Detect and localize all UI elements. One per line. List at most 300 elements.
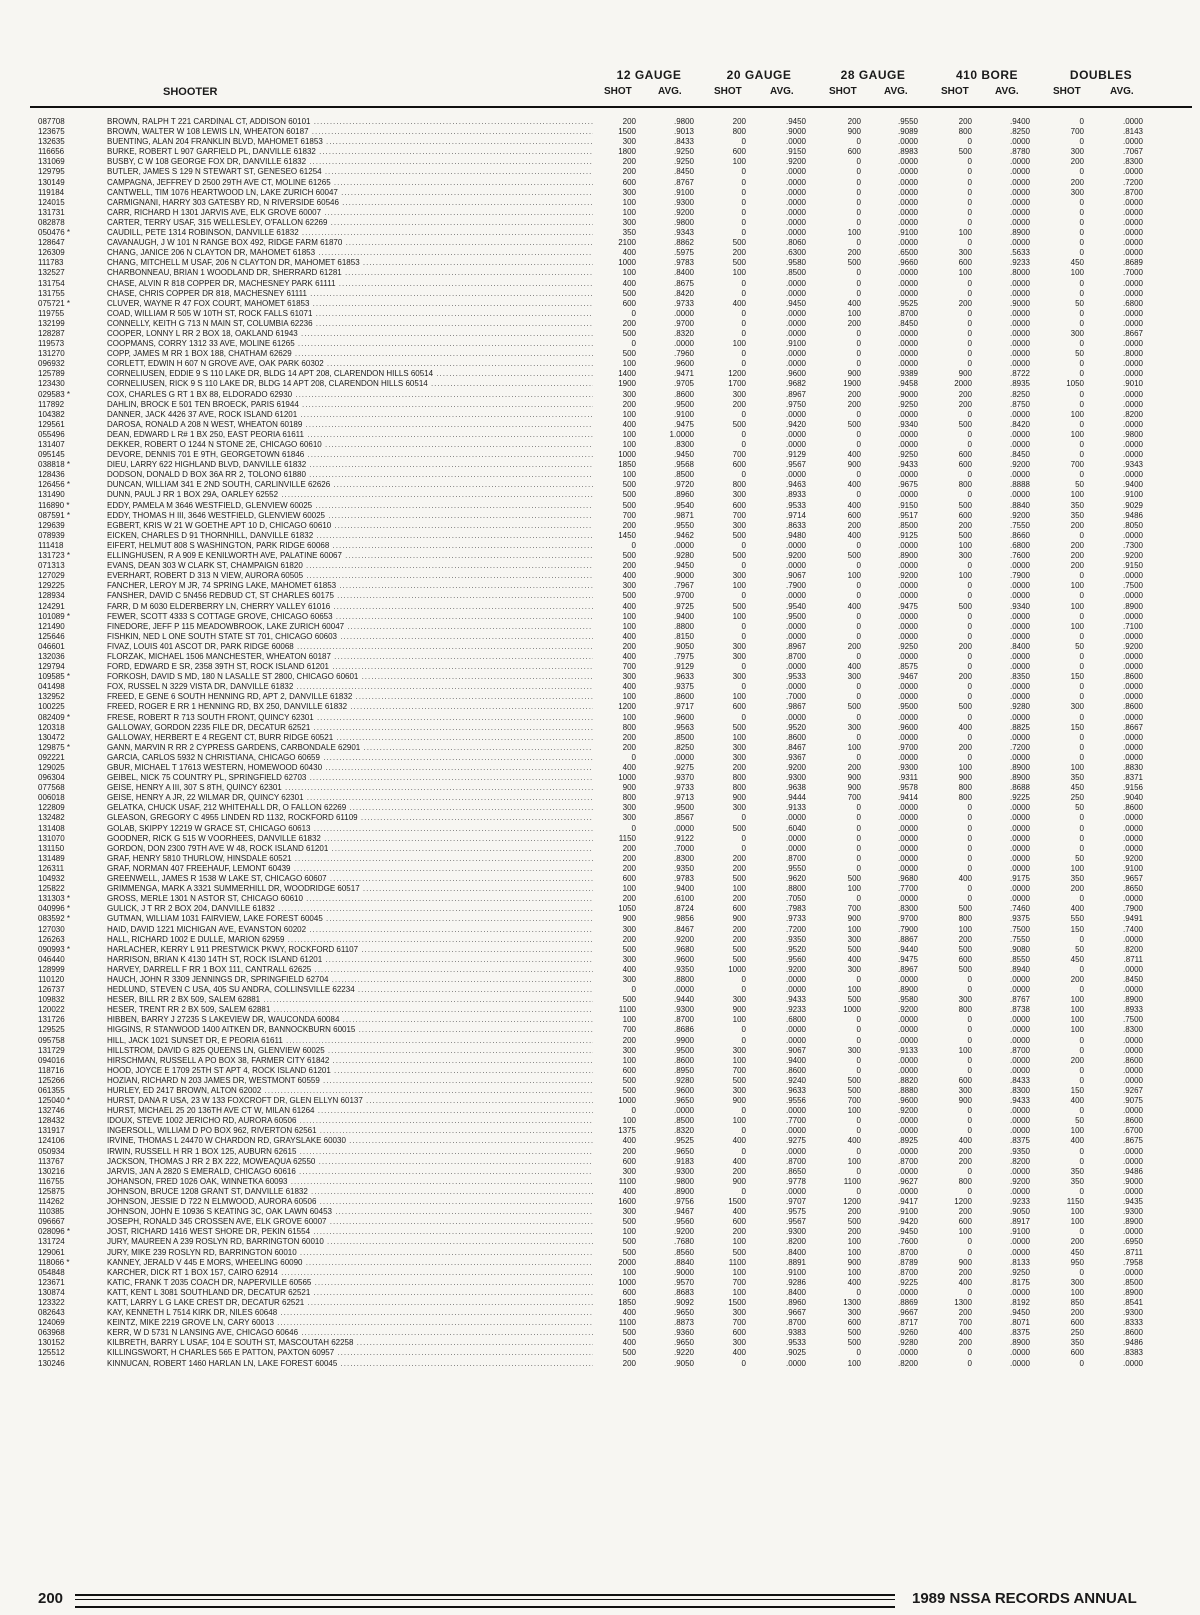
average: .9417 xyxy=(897,1197,918,1207)
shot-count: 0 xyxy=(1079,651,1084,661)
shot-count: 200 xyxy=(847,399,861,409)
shot-count: 0 xyxy=(741,217,746,227)
shot-count: 700 xyxy=(622,510,636,520)
shooter-name-address: CARTER, TERRY USAF, 315 WELLESLEY, O'FALLON 62269 ..... xyxy=(107,218,593,228)
average: .7900 xyxy=(785,581,806,591)
average: .0000 xyxy=(1009,1348,1030,1358)
shooter-name-address: HARRISON, BRIAN K 4130 14TH ST, ROCK ISLAND 61201 ..... xyxy=(107,955,593,965)
header-avg: AVG. xyxy=(770,86,794,97)
average: .9067 xyxy=(785,1045,806,1055)
shot-count: 0 xyxy=(1079,1227,1084,1237)
average: .9000 xyxy=(1122,1176,1143,1186)
table-row xyxy=(0,420,1200,430)
shot-count: 850 xyxy=(1070,1297,1084,1307)
average: .8800 xyxy=(673,974,694,984)
average: .9300 xyxy=(785,773,806,783)
member-id: 061355 xyxy=(38,1086,65,1095)
shot-count: 0 xyxy=(741,318,746,328)
average: .0000 xyxy=(785,217,806,227)
average: .9800 xyxy=(1122,429,1143,439)
average: .0000 xyxy=(785,833,806,843)
average: .0000 xyxy=(897,429,918,439)
shot-count: 500 xyxy=(958,419,972,429)
member-id: 038818 * xyxy=(38,460,71,470)
average: .0000 xyxy=(785,985,806,995)
average: .9650 xyxy=(673,1308,694,1318)
average: .9556 xyxy=(785,1096,806,1106)
shot-count: 0 xyxy=(856,1348,861,1358)
shot-count: 100 xyxy=(958,571,972,581)
table-row xyxy=(0,1207,1200,1217)
average: .8500 xyxy=(897,520,918,530)
table-row xyxy=(0,854,1200,864)
member-id: 132952 xyxy=(38,692,65,702)
average: .9733 xyxy=(785,914,806,924)
average: .0000 xyxy=(897,1065,918,1075)
shot-count: 1200 xyxy=(843,1197,861,1207)
shot-count: 0 xyxy=(967,409,972,419)
shot-count: 350 xyxy=(1070,1176,1084,1186)
shot-count: 500 xyxy=(622,288,636,298)
shot-count: 0 xyxy=(1079,1186,1084,1196)
average: .9250 xyxy=(897,399,918,409)
shot-count: 100 xyxy=(1070,490,1084,500)
average: .8900 xyxy=(1122,995,1143,1005)
shot-count: 300 xyxy=(958,248,972,258)
member-id: 096304 xyxy=(38,773,65,783)
shot-count: 300 xyxy=(732,490,746,500)
average: .9133 xyxy=(785,803,806,813)
shot-count: 0 xyxy=(967,429,972,439)
member-id: 131726 xyxy=(38,1015,65,1025)
shot-count: 0 xyxy=(1079,964,1084,974)
shooter-name-address: FISHKIN, NED L ONE SOUTH STATE ST 701, CHICAGO 60603 ..... xyxy=(107,632,593,642)
shooter-name-address: CAMPAGNA, JEFFREY D 2500 29TH AVE CT, MOLINE 61265 ..... xyxy=(107,178,593,188)
table-row xyxy=(0,1147,1200,1157)
header-avg: AVG. xyxy=(995,86,1019,97)
shot-count: 1500 xyxy=(728,1297,746,1307)
shot-count: 400 xyxy=(622,631,636,641)
header-28-gauge: 28 GAUGE xyxy=(840,68,906,82)
average: .9200 xyxy=(673,1227,694,1237)
average: .9370 xyxy=(673,773,694,783)
shot-count: 1850 xyxy=(618,460,636,470)
shot-count: 0 xyxy=(856,1186,861,1196)
average: .8933 xyxy=(1122,1005,1143,1015)
shot-count: 1200 xyxy=(954,1197,972,1207)
shot-count: 500 xyxy=(732,238,746,248)
average: .8333 xyxy=(1122,1318,1143,1328)
shot-count: 500 xyxy=(847,419,861,429)
table-row xyxy=(0,1197,1200,1207)
shot-count: 350 xyxy=(1070,874,1084,884)
average: .0000 xyxy=(1009,1106,1030,1116)
member-id: 104382 xyxy=(38,409,65,419)
shot-count: 0 xyxy=(967,1025,972,1035)
shot-count: 0 xyxy=(1079,732,1084,742)
shot-count: 100 xyxy=(1070,1126,1084,1136)
average: .9375 xyxy=(673,682,694,692)
shot-count: 600 xyxy=(958,1075,972,1085)
average: .7000 xyxy=(1122,268,1143,278)
average: .9667 xyxy=(785,1308,806,1318)
average: .9491 xyxy=(1122,914,1143,924)
average: .9800 xyxy=(673,1176,694,1186)
average: .0000 xyxy=(1009,974,1030,984)
average: .9486 xyxy=(1122,510,1143,520)
shot-count: 100 xyxy=(1070,409,1084,419)
shot-count: 350 xyxy=(1070,500,1084,510)
member-id: 125875 xyxy=(38,1186,65,1196)
page-number: 200 xyxy=(38,1590,64,1607)
average: .0000 xyxy=(1122,369,1143,379)
average: .9300 xyxy=(673,1005,694,1015)
shot-count: 600 xyxy=(622,1287,636,1297)
shot-count: 1300 xyxy=(954,1297,972,1307)
table-row xyxy=(0,1217,1200,1227)
shooter-name-address: JURY, MAUREEN A 239 ROSLYN RD, BARRINGTON 60010 ..... xyxy=(107,1237,593,1247)
shot-count: 0 xyxy=(856,611,861,621)
average: .0000 xyxy=(1009,843,1030,853)
average: .9713 xyxy=(673,793,694,803)
shot-count: 100 xyxy=(1070,1287,1084,1297)
shot-count: 0 xyxy=(1079,359,1084,369)
average: .0000 xyxy=(897,581,918,591)
shot-count: 100 xyxy=(1070,1217,1084,1227)
shot-count: 0 xyxy=(1079,1106,1084,1116)
shooter-name-address: ELLINGHUSEN, R A 909 E KENILWORTH AVE, PALATINE 60067 ..... xyxy=(107,551,593,561)
shot-count: 1900 xyxy=(618,379,636,389)
shot-count: 0 xyxy=(967,894,972,904)
shot-count: 0 xyxy=(856,894,861,904)
shot-count: 200 xyxy=(732,924,746,934)
shot-count: 0 xyxy=(856,823,861,833)
shot-count: 300 xyxy=(732,651,746,661)
shot-count: 300 xyxy=(622,954,636,964)
member-id: 118716 xyxy=(38,1065,65,1075)
shot-count: 500 xyxy=(732,944,746,954)
shot-count: 1100 xyxy=(618,1176,636,1186)
average: .9480 xyxy=(785,530,806,540)
member-id: 131490 xyxy=(38,490,65,500)
average: .9156 xyxy=(1122,783,1143,793)
average: .8300 xyxy=(1122,157,1143,167)
member-id: 124069 xyxy=(38,1318,65,1328)
shooter-name-address: HILL, JACK 1021 SUNSET DR, E PEORIA 61611 ..... xyxy=(107,1036,593,1046)
shot-count: 100 xyxy=(622,268,636,278)
average: .0000 xyxy=(1009,894,1030,904)
average: .9871 xyxy=(673,510,694,520)
average: .7067 xyxy=(1122,147,1143,157)
shot-count: 800 xyxy=(958,793,972,803)
average: .0000 xyxy=(897,682,918,692)
average: .0000 xyxy=(785,974,806,984)
shot-count: 200 xyxy=(732,853,746,863)
average: .9435 xyxy=(1122,1197,1143,1207)
average: .8600 xyxy=(673,692,694,702)
average: .0000 xyxy=(897,1015,918,1025)
shooter-name-address: EIFERT, HELMUT 808 S WASHINGTON, PARK RIDGE 60068 ..... xyxy=(107,541,593,551)
shot-count: 100 xyxy=(622,611,636,621)
average: .9075 xyxy=(1122,1096,1143,1106)
table-row xyxy=(0,713,1200,723)
shot-count: 200 xyxy=(622,894,636,904)
average: .0000 xyxy=(897,621,918,631)
shot-count: 300 xyxy=(732,520,746,530)
shot-count: 1375 xyxy=(618,1126,636,1136)
table-row xyxy=(0,602,1200,612)
member-id: 131069 xyxy=(38,157,65,167)
member-id: 131917 xyxy=(38,1126,65,1136)
average: .0000 xyxy=(1122,288,1143,298)
shot-count: 900 xyxy=(847,783,861,793)
average: .9578 xyxy=(897,783,918,793)
shot-count: 0 xyxy=(1079,1075,1084,1085)
shot-count: 800 xyxy=(958,1005,972,1015)
shot-count: 0 xyxy=(856,490,861,500)
shot-count: 200 xyxy=(847,763,861,772)
shot-count: 0 xyxy=(967,863,972,873)
average: .0000 xyxy=(1122,440,1143,449)
shot-count: 0 xyxy=(856,278,861,288)
shot-count: 200 xyxy=(958,520,972,530)
shot-count: 0 xyxy=(856,1116,861,1126)
shooter-name-address: KARCHER, DICK RT 1 BOX 157, CAIRO 62914 ..... xyxy=(107,1268,593,1278)
average: .9200 xyxy=(785,964,806,974)
shot-count: 1100 xyxy=(618,1005,636,1015)
average: .9560 xyxy=(785,954,806,964)
average: .7960 xyxy=(673,349,694,359)
average: .0000 xyxy=(1122,1186,1143,1196)
shot-count: 0 xyxy=(1079,934,1084,944)
average: .9250 xyxy=(1009,1267,1030,1277)
shot-count: 200 xyxy=(622,843,636,853)
table-row xyxy=(0,632,1200,642)
average: .9389 xyxy=(897,369,918,379)
shot-count: 0 xyxy=(1079,450,1084,460)
shot-count: 700 xyxy=(732,1277,746,1287)
average: .0000 xyxy=(897,157,918,167)
shooter-name-address: CHASE, CHRIS COPPER DR 818, MACHESNEY 61111 ..... xyxy=(107,289,593,299)
average: .0000 xyxy=(1122,934,1143,944)
shot-count: 100 xyxy=(847,924,861,934)
average: .8888 xyxy=(1009,480,1030,490)
average: .9240 xyxy=(785,1075,806,1085)
table-row xyxy=(0,753,1200,763)
average: .9600 xyxy=(785,369,806,379)
shooter-name-address: CONNELLY, KEITH G 713 N MAIN ST, COLUMBIA 62236 ..... xyxy=(107,319,593,329)
shot-count: 50 xyxy=(1075,480,1084,490)
average: .0000 xyxy=(1122,631,1143,641)
shooter-name-address: HARVEY, DARRELL F RR 1 BOX 111, CANTRALL 62625 ..... xyxy=(107,965,593,975)
average: .8700 xyxy=(1122,187,1143,197)
average: .0000 xyxy=(785,631,806,641)
average: .0000 xyxy=(897,1025,918,1035)
shooter-name-address: GLEASON, GREGORY C 4955 LINDEN RD 1132, ROCKFORD 61109 ..... xyxy=(107,813,593,823)
shot-count: 250 xyxy=(1070,793,1084,803)
shot-count: 600 xyxy=(732,460,746,470)
average: .0000 xyxy=(1009,318,1030,328)
shot-count: 0 xyxy=(1079,742,1084,752)
average: .0000 xyxy=(897,1348,918,1358)
shot-count: 900 xyxy=(847,773,861,783)
average: .8500 xyxy=(673,1116,694,1126)
shooter-name-address: FORD, EDWARD E SR, 2358 39TH ST, ROCK ISLAND 61201 ..... xyxy=(107,662,593,672)
table-row xyxy=(0,824,1200,834)
shooter-name-address: EDDY, THOMAS H III, 3646 WESTFIELD, GLENVIEW 60025 ..... xyxy=(107,511,593,521)
member-id: 087591 * xyxy=(38,510,71,520)
table-row xyxy=(0,571,1200,581)
shooter-name-address: CAVANAUGH, J W 101 N RANGE BOX 492, RIDGE FARM 61870 ..... xyxy=(107,238,593,248)
shot-count: 0 xyxy=(856,540,861,550)
shot-count: 0 xyxy=(741,429,746,439)
shot-count: 450 xyxy=(1070,1247,1084,1257)
average: .9300 xyxy=(1122,1207,1143,1217)
average: .0000 xyxy=(1009,197,1030,207)
average: .0000 xyxy=(1009,409,1030,419)
shot-count: 200 xyxy=(1070,520,1084,530)
shot-count: 0 xyxy=(1079,117,1084,126)
shot-count: 100 xyxy=(622,884,636,894)
average: .9420 xyxy=(785,419,806,429)
shot-count: 900 xyxy=(958,1257,972,1267)
member-id: 124015 xyxy=(38,197,65,207)
shot-count: 0 xyxy=(1079,1146,1084,1156)
shooter-name-address: EVERHART, ROBERT D 313 N VIEW, AURORA 60505 ..... xyxy=(107,571,593,581)
average: .0000 xyxy=(897,813,918,823)
average: .8650 xyxy=(1122,884,1143,894)
shot-count: 0 xyxy=(856,591,861,601)
shot-count: 200 xyxy=(622,167,636,177)
shooter-name-address: FANSHER, DAVID C 5N456 REDBUD CT, ST CHARLES 60175 ..... xyxy=(107,591,593,601)
member-id: 125266 xyxy=(38,1075,65,1085)
average: .8967 xyxy=(785,641,806,651)
average: .9200 xyxy=(673,207,694,217)
average: .8767 xyxy=(1009,995,1030,1005)
shot-count: 400 xyxy=(622,964,636,974)
average: .0000 xyxy=(785,591,806,601)
table-row xyxy=(0,248,1200,258)
average: .0000 xyxy=(1009,490,1030,500)
member-id: 096932 xyxy=(38,359,65,369)
average: .9707 xyxy=(785,1197,806,1207)
shooter-name-address: FARR, D M 6030 ELDERBERRY LN, CHERRY VALLEY 61016 ..... xyxy=(107,602,593,612)
shot-count: 1100 xyxy=(728,1257,746,1267)
average: .6700 xyxy=(1122,1126,1143,1136)
shot-count: 500 xyxy=(732,601,746,611)
shot-count: 1150 xyxy=(618,833,636,843)
member-id: 029583 * xyxy=(38,389,71,399)
shot-count: 0 xyxy=(741,1146,746,1156)
average: .8950 xyxy=(673,1065,694,1075)
average: .0000 xyxy=(1009,207,1030,217)
shot-count: 200 xyxy=(622,934,636,944)
shot-count: 0 xyxy=(856,187,861,197)
shot-count: 100 xyxy=(622,440,636,449)
member-id: 117892 xyxy=(38,399,65,409)
average: .8600 xyxy=(785,732,806,742)
average: .9533 xyxy=(785,672,806,682)
average: .0000 xyxy=(897,1146,918,1156)
member-id: 126456 * xyxy=(38,480,71,490)
member-id: 129561 xyxy=(38,419,65,429)
average: .9462 xyxy=(673,530,694,540)
shot-count: 400 xyxy=(622,601,636,611)
average: .9100 xyxy=(1122,490,1143,500)
shot-count: 0 xyxy=(967,974,972,984)
shot-count: 100 xyxy=(732,732,746,742)
shot-count: 0 xyxy=(856,712,861,722)
shot-count: 100 xyxy=(847,308,861,318)
member-id: 129875 * xyxy=(38,742,71,752)
shot-count: 400 xyxy=(958,722,972,732)
average: .0000 xyxy=(897,591,918,601)
shot-count: 800 xyxy=(732,127,746,137)
table-row xyxy=(0,844,1200,854)
member-id: 128432 xyxy=(38,1116,65,1126)
shot-count: 0 xyxy=(741,167,746,177)
shooter-name-address: BROWN, RALPH T 221 CARDINAL CT, ADDISON 60101 ..... xyxy=(107,117,593,127)
average: .7900 xyxy=(897,924,918,934)
shot-count: 400 xyxy=(622,248,636,258)
shot-count: 200 xyxy=(958,1308,972,1318)
shot-count: 0 xyxy=(967,440,972,449)
average: .0000 xyxy=(897,177,918,187)
shot-count: 200 xyxy=(958,672,972,682)
average: .0000 xyxy=(897,238,918,248)
shot-count: 300 xyxy=(732,672,746,682)
shooter-name-address: HILLSTROM, DAVID G 825 QUEENS LN, GLENVIEW 60025 ..... xyxy=(107,1046,593,1056)
average: .9000 xyxy=(673,1267,694,1277)
member-id: 095145 xyxy=(38,450,65,460)
shot-count: 0 xyxy=(1079,843,1084,853)
shooter-name-address: FOX, RUSSEL N 3229 VISTA DR, DANVILLE 61832 ..... xyxy=(107,682,593,692)
shot-count: 0 xyxy=(856,692,861,702)
average: .0000 xyxy=(897,207,918,217)
table-row xyxy=(0,157,1200,167)
shot-count: 1500 xyxy=(728,1197,746,1207)
average: .8000 xyxy=(1009,268,1030,278)
average: .9400 xyxy=(673,884,694,894)
table-row xyxy=(0,1318,1200,1328)
shot-count: 0 xyxy=(1079,389,1084,399)
shooter-name-address: COAD, WILLIAM R 505 W 10TH ST, ROCK FALLS 61071 ..... xyxy=(107,309,593,319)
average: .0000 xyxy=(1122,470,1143,480)
shot-count: 1800 xyxy=(618,147,636,157)
table-row xyxy=(0,985,1200,995)
shot-count: 0 xyxy=(967,843,972,853)
average: .9360 xyxy=(673,1328,694,1338)
shot-count: 0 xyxy=(967,853,972,863)
shooter-name-address: EDDY, PAMELA M 3646 WESTFIELD, GLENVIEW 60025 ..... xyxy=(107,501,593,511)
average: .0000 xyxy=(1009,581,1030,591)
shot-count: 350 xyxy=(1070,1338,1084,1348)
average: .0000 xyxy=(1009,328,1030,338)
shot-count: 100 xyxy=(847,228,861,238)
shot-count: 100 xyxy=(847,571,861,581)
average: .9433 xyxy=(897,460,918,470)
average: .9000 xyxy=(673,571,694,581)
shooter-name-address: GBUR, MICHAEL T 17613 WESTERN, HOMEWOOD 60430 ..... xyxy=(107,763,593,773)
shot-count: 100 xyxy=(1070,1025,1084,1035)
average: .8150 xyxy=(673,631,694,641)
shot-count: 100 xyxy=(622,207,636,217)
shot-count: 200 xyxy=(622,732,636,742)
shot-count: 0 xyxy=(1079,813,1084,823)
shot-count: 0 xyxy=(967,682,972,692)
table-row xyxy=(0,299,1200,309)
average: .0000 xyxy=(1009,349,1030,359)
